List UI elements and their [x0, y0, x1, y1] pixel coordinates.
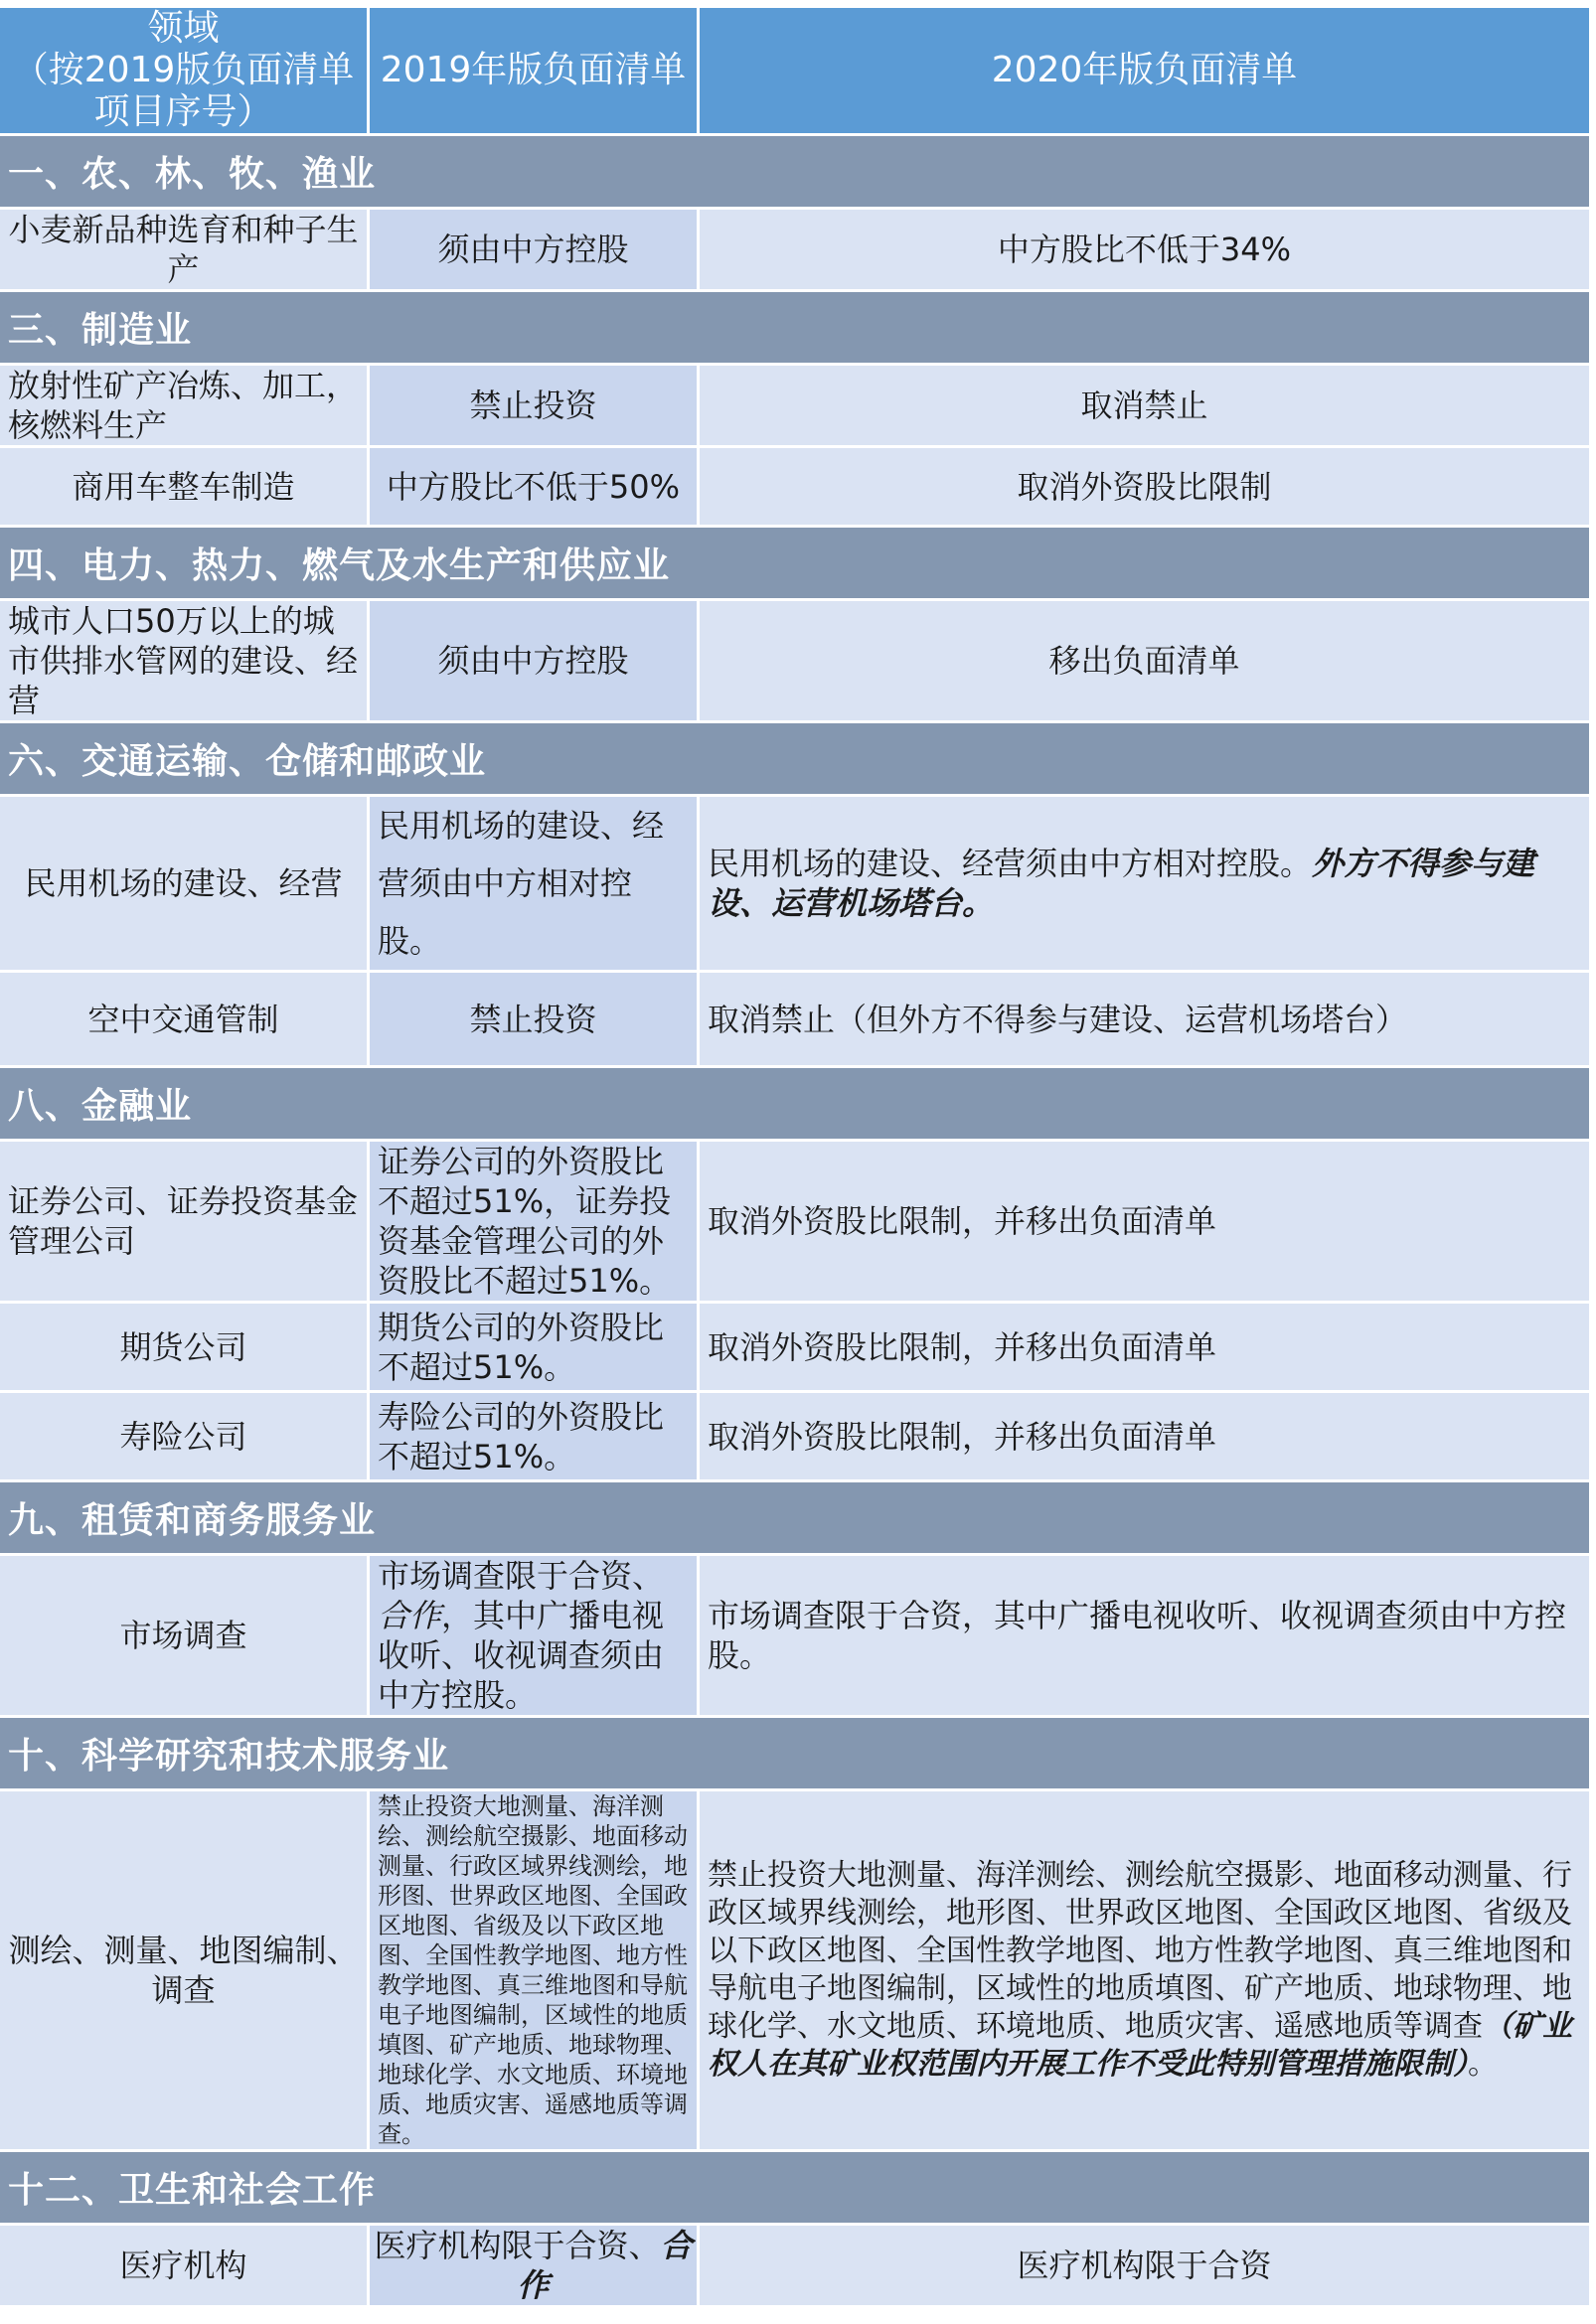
v2019-cell: 民用机场的建设、经营须由中方相对控股。 — [370, 797, 700, 973]
header-field-subtitle: （按2019版负面清单项目序号） — [12, 50, 355, 132]
header-2020: 2020年版负面清单 — [700, 8, 1592, 136]
v2020-cell: 取消外资股比限制 — [700, 448, 1592, 528]
v2020-cell: 取消禁止（但外方不得参与建设、运营机场塔台） — [700, 973, 1592, 1068]
v2019-cell: 禁止投资 — [370, 973, 700, 1068]
v2020-cell: 取消外资股比限制，并移出负面清单 — [700, 1304, 1592, 1393]
field-cell: 城市人口50万以上的城市供排水管网的建设、经营 — [0, 601, 370, 723]
v2019-cell: 须由中方控股 — [370, 601, 700, 723]
negative-list-comparison-table — [0, 8, 1592, 2308]
header-field-title: 领域 — [147, 8, 220, 49]
v2019-cell — [370, 2226, 700, 2308]
v2020-cell: 市场调查限于合资，其中广播电视收听、收视调查须由中方控股。 — [700, 1556, 1592, 1718]
v2020-cell: 取消禁止 — [700, 366, 1592, 448]
header-field — [0, 8, 370, 136]
field-cell: 空中交通管制 — [0, 973, 370, 1068]
header-2019: 2019年版负面清单 — [370, 8, 700, 136]
v2020-cell: 医疗机构限于合资 — [700, 2226, 1592, 2308]
table-row — [0, 448, 1592, 528]
table-row — [0, 210, 1592, 292]
section-health: 十二、卫生和社会工作 — [0, 2152, 1592, 2226]
v2020-cell: 中方股比不低于34% — [700, 210, 1592, 292]
table-row — [0, 366, 1592, 448]
v2020-cell: 取消外资股比限制，并移出负面清单 — [700, 1142, 1592, 1304]
section-transport: 六、交通运输、仓储和邮政业 — [0, 723, 1592, 797]
field-cell: 民用机场的建设、经营 — [0, 797, 370, 973]
v2020-cell: 取消外资股比限制，并移出负面清单 — [700, 1393, 1592, 1482]
field-cell: 测绘、测量、地图编制、调查 — [0, 1791, 370, 2152]
v2020-cell: 移出负面清单 — [700, 601, 1592, 723]
v2019-emphasis: 合作 — [378, 1597, 442, 1634]
v2020-text-tail: 。 — [1468, 2047, 1498, 2082]
v2019-cell: 须由中方控股 — [370, 210, 700, 292]
table-row — [0, 1791, 1592, 2152]
section-utilities: 四、电力、热力、燃气及水生产和供应业 — [0, 528, 1592, 601]
table-row — [0, 1393, 1592, 1482]
field-cell: 市场调查 — [0, 1556, 370, 1718]
table-row — [0, 1142, 1592, 1304]
v2019-text: 医疗机构限于合资、 — [374, 2227, 661, 2264]
v2019-cell: 证券公司的外资股比不超过51%，证券投资基金管理公司的外资股比不超过51%。 — [370, 1142, 700, 1304]
section-research: 十、科学研究和技术服务业 — [0, 1718, 1592, 1791]
v2019-cell — [370, 1556, 700, 1718]
v2019-cell: 禁止投资 — [370, 366, 700, 448]
table-row — [0, 797, 1592, 973]
field-cell: 医疗机构 — [0, 2226, 370, 2308]
section-agriculture: 一、农、林、牧、渔业 — [0, 136, 1592, 210]
v2019-cell: 禁止投资大地测量、海洋测绘、测绘航空摄影、地面移动测量、行政区域界线测绘，地形图、世界政区地图、全国政区地图、省级及以下政区地图、全国性教学地图、地方性教学地图、真三维地图和导航电子地图编制，区域性的地质填图、矿产地质、地球物理、地球化学、水文地质、环境地质、地质灾害、遥感地质等调查。 — [370, 1791, 700, 2152]
table-header-row — [0, 8, 1592, 136]
v2020-emphasis: 外方不得参与建设、运营机场塔台。 — [708, 845, 1535, 922]
field-cell: 寿险公司 — [0, 1393, 370, 1482]
table-row — [0, 973, 1592, 1068]
v2020-cell — [700, 1791, 1592, 2152]
table-row — [0, 2226, 1592, 2308]
field-cell: 证券公司、证券投资基金管理公司 — [0, 1142, 370, 1304]
v2020-emphasis: （矿业权人在其矿业权范围内开展工作不受此特别管理措施限制） — [708, 2009, 1572, 2082]
v2020-cell — [700, 797, 1592, 973]
section-manufacturing: 三、制造业 — [0, 292, 1592, 366]
v2019-cell: 寿险公司的外资股比不超过51%。 — [370, 1393, 700, 1482]
section-finance: 八、金融业 — [0, 1068, 1592, 1142]
v2019-cell: 中方股比不低于50% — [370, 448, 700, 528]
v2019-text-tail: ，其中广播电视收听、收视调查须由中方控股。 — [378, 1597, 665, 1714]
v2019-emphasis: 合作 — [517, 2227, 693, 2304]
section-leasing: 九、租赁和商务服务业 — [0, 1482, 1592, 1556]
table-row — [0, 601, 1592, 723]
field-cell: 商用车整车制造 — [0, 448, 370, 528]
field-cell: 放射性矿产冶炼、加工，核燃料生产 — [0, 366, 370, 448]
v2020-text: 禁止投资大地测量、海洋测绘、测绘航空摄影、地面移动测量、行政区域界线测绘，地形图、世界政区地图、全国政区地图、省级及以下政区地图、全国性教学地图、地方性教学地图、真三维地图和导航电子地图编制，区域性的地质填图、矿产地质、地球物理、地球化学、水文地质、环境地质、地质灾害、遥感地质等调查 — [708, 1858, 1572, 2044]
table-row — [0, 1304, 1592, 1393]
field-cell: 小麦新品种选育和种子生产 — [0, 210, 370, 292]
table-row — [0, 1556, 1592, 1718]
v2020-text: 民用机场的建设、经营须由中方相对控股。 — [708, 845, 1313, 882]
v2019-cell: 期货公司的外资股比不超过51%。 — [370, 1304, 700, 1393]
v2019-text: 市场调查限于合资、 — [378, 1557, 665, 1595]
field-cell: 期货公司 — [0, 1304, 370, 1393]
